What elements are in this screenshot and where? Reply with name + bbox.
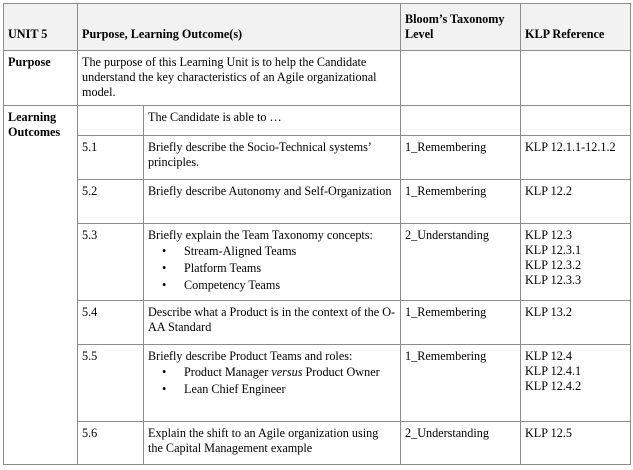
outcome-row-5-1 (4, 136, 631, 180)
klp-reference: KLP 12.3.1 (525, 243, 582, 257)
outcome-row-5-3 (4, 224, 631, 301)
purpose-row (4, 51, 631, 106)
bullet-item: • Lean Chief Engineer (184, 382, 396, 397)
outcome-number: 5.1 (78, 136, 144, 180)
outcome-bloom-level: 2_Understanding (401, 224, 521, 301)
outcomes-intro-row (4, 106, 631, 136)
header-unit: UNIT 5 (4, 4, 78, 51)
outcome-text-cell (144, 345, 401, 422)
header-purpose-outcomes: Purpose, Learning Outcome(s) (78, 4, 401, 51)
outcome-row-5-2 (4, 180, 631, 224)
outcome-text: Describe what a Product is in the context of the O-AA Standard (144, 301, 401, 345)
learning-outcomes-label: Learning Outcomes (4, 106, 78, 465)
outcome-klp-reference: KLP 12.2 (521, 180, 631, 224)
klp-reference: KLP 12.3.3 (525, 273, 582, 287)
outcome-number: 5.5 (78, 345, 144, 422)
purpose-text: The purpose of this Learning Unit is to help the Candidate understand the key characteristics of an Agile organizational model. (78, 51, 401, 106)
intro-klp-empty (521, 106, 631, 136)
outcome-row-5-6 (4, 422, 631, 465)
purpose-klp-empty (521, 51, 631, 106)
bullet-text-emphasis: versus (271, 365, 303, 379)
outcome-text: Briefly describe Product Teams and roles: (148, 349, 353, 363)
outcome-number: 5.2 (78, 180, 144, 224)
outcome-bloom-level: 1_Remembering (401, 301, 521, 345)
klp-reference: KLP 12.4.1 (525, 364, 582, 378)
outcome-klp-reference: KLP 12.5 (521, 422, 631, 465)
bullet-item: • Competency Teams (184, 278, 396, 293)
klp-reference: KLP 12.3.2 (525, 258, 582, 272)
outcome-row-5-4 (4, 301, 631, 345)
outcome-text: Briefly describe Autonomy and Self-Organization (144, 180, 401, 224)
bullet-item: • Platform Teams (184, 261, 396, 276)
outcome-bloom-level: 1_Remembering (401, 345, 521, 422)
outcome-text: Explain the shift to an Agile organization using the Capital Management example (144, 422, 401, 465)
outcome-text-cell (144, 224, 401, 301)
outcome-bullet-list (148, 365, 396, 397)
outcome-number: 5.6 (78, 422, 144, 465)
outcome-klp-reference: KLP 12.1.1-12.1.2 (521, 136, 631, 180)
outcome-number: 5.4 (78, 301, 144, 345)
table-header-row (4, 4, 631, 51)
outcome-klp-reference: KLP 13.2 (521, 301, 631, 345)
klp-reference: KLP 12.3 (525, 228, 572, 242)
bullet-text-part: Product Manager (184, 365, 272, 379)
bullet-item: • Stream-Aligned Teams (184, 244, 396, 259)
outcome-bloom-level: 1_Remembering (401, 180, 521, 224)
outcome-bloom-level: 1_Remembering (401, 136, 521, 180)
purpose-bloom-empty (401, 51, 521, 106)
outcome-text: Briefly explain the Team Taxonomy concepts: (148, 228, 373, 242)
outcome-klp-reference-cell (521, 224, 631, 301)
header-klp-reference: KLP Reference (521, 4, 631, 51)
klp-reference: KLP 12.4 (525, 349, 572, 363)
outcome-bloom-level: 2_Understanding (401, 422, 521, 465)
intro-bloom-empty (401, 106, 521, 136)
outcome-number: 5.3 (78, 224, 144, 301)
header-bloom-level: Bloom’s Taxonomy Level (401, 4, 521, 51)
bullet-text-part: Product Owner (302, 365, 380, 379)
outcome-text: Briefly describe the Socio-Technical systems’ principles. (144, 136, 401, 180)
purpose-label: Purpose (4, 51, 78, 106)
outcomes-intro-text: The Candidate is able to … (144, 106, 401, 136)
bullet-item (184, 365, 396, 380)
klp-reference: KLP 12.4.2 (525, 379, 582, 393)
outcome-bullet-list (148, 244, 396, 293)
learning-unit-table (3, 3, 631, 465)
outcome-row-5-5 (4, 345, 631, 422)
intro-number-empty (78, 106, 144, 136)
outcome-klp-reference-cell (521, 345, 631, 422)
